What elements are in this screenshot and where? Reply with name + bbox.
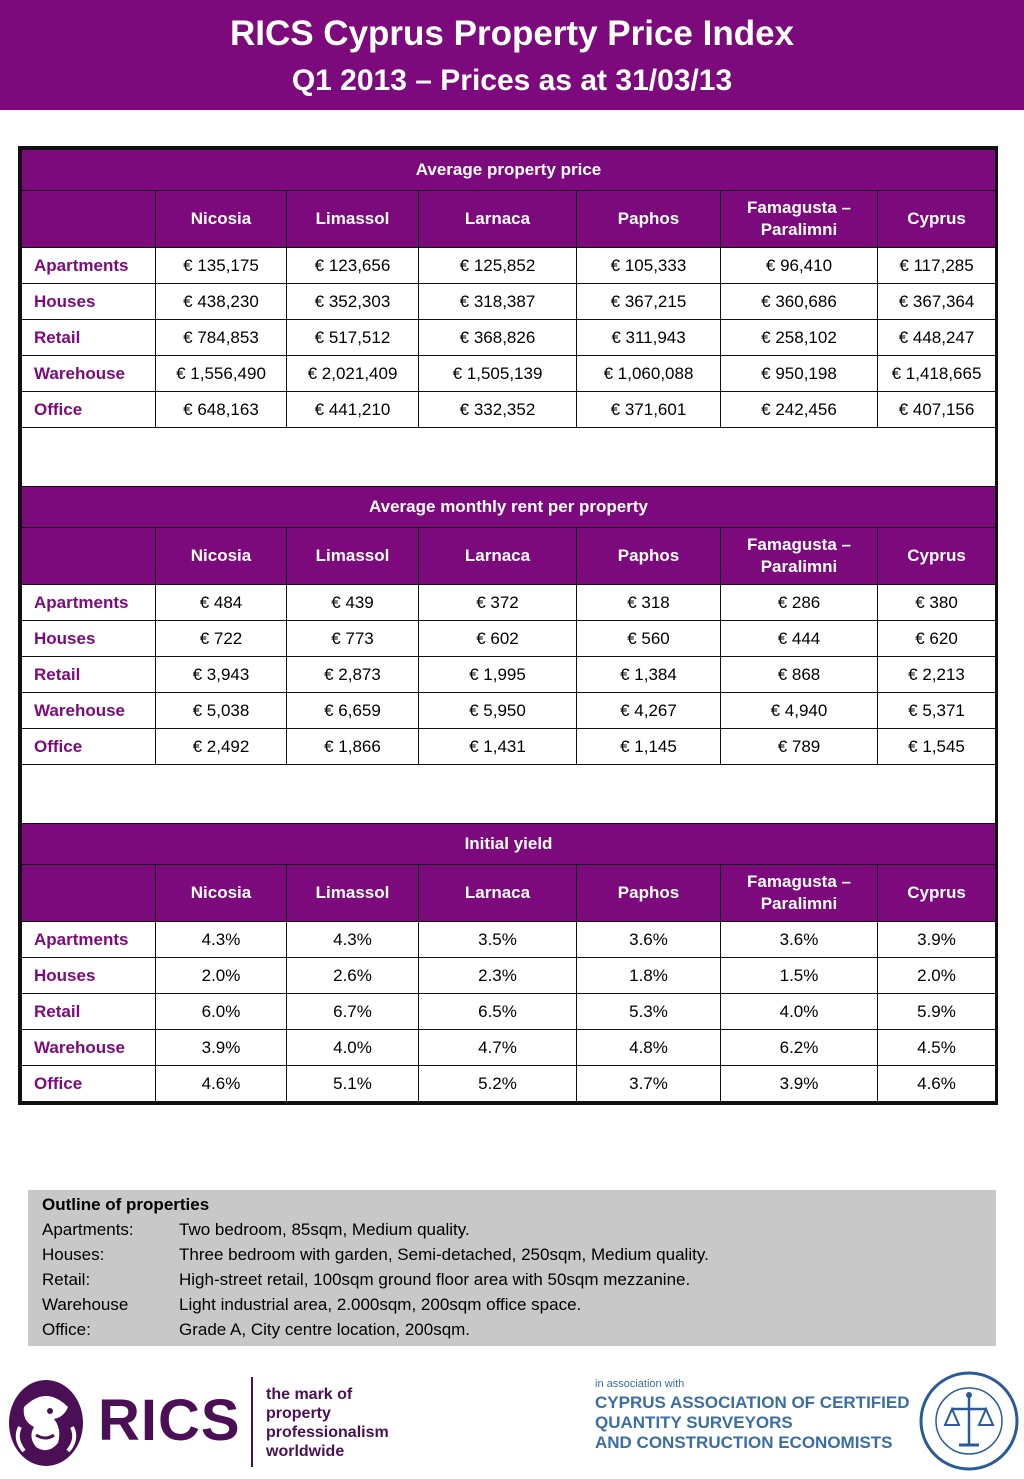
rics-lion-icon (6, 1377, 86, 1469)
table-cell: € 484 (156, 585, 287, 621)
price-index-table (21, 149, 996, 1102)
corner-cell (22, 528, 156, 585)
table-cell: € 371,601 (577, 392, 721, 428)
table-cell: € 602 (419, 621, 577, 657)
table-cell: € 6,659 (287, 693, 419, 729)
rics-tagline-line: worldwide (266, 1443, 345, 1460)
outline-item-key: Apartments: (42, 1220, 134, 1239)
table-row (22, 657, 996, 693)
page-title: RICS Cyprus Property Price Index (229, 14, 795, 53)
row-label: Office (22, 729, 156, 765)
column-header: Limassol (287, 191, 419, 248)
outline-item-value: Light industrial area, 2.000sqm, 200sqm office space. (179, 1295, 582, 1314)
table-cell: € 648,163 (156, 392, 287, 428)
column-header-row (22, 528, 996, 585)
column-header-row (22, 191, 996, 248)
table-cell: € 444 (721, 621, 878, 657)
table-cell: € 1,060,088 (577, 356, 721, 392)
table-cell: 4.0% (721, 994, 878, 1030)
table-cell: € 3,943 (156, 657, 287, 693)
footer (0, 1365, 1024, 1479)
row-label: Apartments (22, 585, 156, 621)
table-cell: 3.9% (721, 1066, 878, 1102)
table-row (22, 922, 996, 958)
row-label: Office (22, 1066, 156, 1102)
table-cell: 6.0% (156, 994, 287, 1030)
table-cell: € 868 (721, 657, 878, 693)
section-title: Average property price (22, 150, 996, 191)
table-row (22, 320, 996, 356)
column-header: Nicosia (156, 191, 287, 248)
table-cell: € 123,656 (287, 248, 419, 284)
association-name-line: QUANTITY SURVEYORS (595, 1413, 793, 1432)
column-header: Cyprus (878, 865, 996, 922)
association-intro: in association with (595, 1378, 685, 1390)
column-header: Limassol (287, 865, 419, 922)
table-cell: 4.8% (577, 1030, 721, 1066)
rics-tagline-line: the mark of (266, 1386, 353, 1403)
table-cell: € 5,371 (878, 693, 996, 729)
column-header: Larnaca (419, 528, 577, 585)
table-row (22, 248, 996, 284)
table-cell: € 407,156 (878, 392, 996, 428)
table-cell: € 332,352 (419, 392, 577, 428)
table-cell: 4.7% (419, 1030, 577, 1066)
section-spacer (22, 428, 996, 487)
table-cell: € 1,384 (577, 657, 721, 693)
table-cell: € 368,826 (419, 320, 577, 356)
table-cell: € 789 (721, 729, 878, 765)
table-cell: € 318,387 (419, 284, 577, 320)
table-cell: € 5,950 (419, 693, 577, 729)
section-title: Average monthly rent per property (22, 487, 996, 528)
row-label: Warehouse (22, 1030, 156, 1066)
table-cell: € 438,230 (156, 284, 287, 320)
table-cell: € 318 (577, 585, 721, 621)
table-cell: 3.6% (577, 922, 721, 958)
table-cell: € 5,038 (156, 693, 287, 729)
table-cell: € 372 (419, 585, 577, 621)
table-cell: 1.5% (721, 958, 878, 994)
table-cell: 4.3% (156, 922, 287, 958)
outline-item-value: Three bedroom with garden, Semi-detached, 250sqm, Medium quality. (179, 1245, 709, 1264)
table-cell: € 1,431 (419, 729, 577, 765)
column-header: Paphos (577, 865, 721, 922)
table-cell: 4.0% (287, 1030, 419, 1066)
column-header: Nicosia (156, 528, 287, 585)
row-label: Houses (22, 958, 156, 994)
table-cell: € 722 (156, 621, 287, 657)
title-banner (0, 0, 1024, 110)
table-row (22, 693, 996, 729)
table-cell: € 517,512 (287, 320, 419, 356)
table-cell: € 1,866 (287, 729, 419, 765)
table-cell: € 448,247 (878, 320, 996, 356)
spacer-cell (22, 428, 996, 487)
row-label: Retail (22, 994, 156, 1030)
price-index-table-frame (18, 146, 998, 1105)
table-cell: € 1,995 (419, 657, 577, 693)
table-cell: € 380 (878, 585, 996, 621)
table-cell: 2.0% (156, 958, 287, 994)
table-cell: € 125,852 (419, 248, 577, 284)
rics-wordmark: RICS (98, 1388, 241, 1453)
column-header: Famagusta – Paralimni (721, 865, 878, 922)
row-label: Retail (22, 320, 156, 356)
outline-item-key: Office: (42, 1320, 91, 1339)
column-header: Cyprus (878, 528, 996, 585)
table-cell: 4.5% (878, 1030, 996, 1066)
section-spacer (22, 765, 996, 824)
table-cell: € 439 (287, 585, 419, 621)
table-cell: 2.6% (287, 958, 419, 994)
table-cell: € 258,102 (721, 320, 878, 356)
table-row (22, 621, 996, 657)
table-cell: € 1,556,490 (156, 356, 287, 392)
section-header-row (22, 487, 996, 528)
table-cell: 6.7% (287, 994, 419, 1030)
outline-item-key: Retail: (42, 1270, 91, 1289)
section-title: Initial yield (22, 824, 996, 865)
association-name (595, 1393, 910, 1453)
outline-item-key: Houses: (42, 1245, 105, 1264)
table-row (22, 1066, 996, 1102)
footer-divider (251, 1377, 253, 1467)
column-header: Nicosia (156, 865, 287, 922)
row-label: Apartments (22, 922, 156, 958)
table-cell: € 773 (287, 621, 419, 657)
table-cell: € 367,215 (577, 284, 721, 320)
table-cell: € 441,210 (287, 392, 419, 428)
table-row (22, 958, 996, 994)
table-row (22, 729, 996, 765)
outline-item-value: Two bedroom, 85sqm, Medium quality. (179, 1220, 470, 1239)
table-cell: 5.1% (287, 1066, 419, 1102)
column-header: Paphos (577, 528, 721, 585)
table-row (22, 1030, 996, 1066)
outline-item-value: High-street retail, 100sqm ground floor area with 50sqm mezzanine. (179, 1270, 691, 1289)
outline-title: Outline of properties (42, 1195, 210, 1214)
table-cell: € 1,545 (878, 729, 996, 765)
table-cell: 3.9% (878, 922, 996, 958)
section-header-row (22, 150, 996, 191)
table-cell: 5.9% (878, 994, 996, 1030)
rics-tagline-line: professionalism (266, 1424, 389, 1441)
table-row (22, 392, 996, 428)
table-cell: € 311,943 (577, 320, 721, 356)
column-header: Larnaca (419, 865, 577, 922)
table-cell: € 4,267 (577, 693, 721, 729)
table-row (22, 284, 996, 320)
row-label: Houses (22, 621, 156, 657)
corner-cell (22, 865, 156, 922)
table-cell: 6.2% (721, 1030, 878, 1066)
association-seal-icon (918, 1369, 1020, 1473)
table-cell: € 117,285 (878, 248, 996, 284)
column-header: Paphos (577, 191, 721, 248)
table-cell: € 96,410 (721, 248, 878, 284)
table-cell: 5.2% (419, 1066, 577, 1102)
section-header-row (22, 824, 996, 865)
table-row (22, 356, 996, 392)
table-cell: 2.0% (878, 958, 996, 994)
row-label: Houses (22, 284, 156, 320)
table-row (22, 585, 996, 621)
table-cell: € 360,686 (721, 284, 878, 320)
table-cell: € 242,456 (721, 392, 878, 428)
column-header: Limassol (287, 528, 419, 585)
table-cell: 4.6% (156, 1066, 287, 1102)
table-cell: € 135,175 (156, 248, 287, 284)
spacer-cell (22, 765, 996, 824)
association-name-line: CYPRUS ASSOCIATION OF CERTIFIED (595, 1393, 910, 1412)
association-name-line: AND CONSTRUCTION ECONOMISTS (595, 1433, 893, 1452)
outline-of-properties (28, 1190, 996, 1346)
row-label: Office (22, 392, 156, 428)
table-cell: € 2,213 (878, 657, 996, 693)
table-cell: 3.6% (721, 922, 878, 958)
table-cell: € 620 (878, 621, 996, 657)
table-cell: 4.3% (287, 922, 419, 958)
table-cell: € 367,364 (878, 284, 996, 320)
column-header-row (22, 865, 996, 922)
page-subtitle: Q1 2013 – Prices as at 31/03/13 (291, 64, 733, 97)
table-cell: 2.3% (419, 958, 577, 994)
table-cell: € 1,505,139 (419, 356, 577, 392)
table-cell: 1.8% (577, 958, 721, 994)
row-label: Retail (22, 657, 156, 693)
column-header: Cyprus (878, 191, 996, 248)
table-cell: 4.6% (878, 1066, 996, 1102)
row-label: Warehouse (22, 693, 156, 729)
corner-cell (22, 191, 156, 248)
table-cell: € 4,940 (721, 693, 878, 729)
table-cell: € 352,303 (287, 284, 419, 320)
table-cell: 3.5% (419, 922, 577, 958)
table-cell: € 286 (721, 585, 878, 621)
table-cell: € 2,021,409 (287, 356, 419, 392)
column-header: Larnaca (419, 191, 577, 248)
table-cell: 3.9% (156, 1030, 287, 1066)
table-cell: 5.3% (577, 994, 721, 1030)
table-cell: 3.7% (577, 1066, 721, 1102)
price-index-table-body (22, 150, 996, 1102)
column-header: Famagusta – Paralimni (721, 191, 878, 248)
column-header: Famagusta – Paralimni (721, 528, 878, 585)
rics-tagline-line: property (266, 1405, 331, 1422)
outline-item-key: Warehouse (42, 1295, 129, 1314)
table-cell: € 560 (577, 621, 721, 657)
row-label: Apartments (22, 248, 156, 284)
table-cell: € 2,873 (287, 657, 419, 693)
rics-tagline (266, 1385, 389, 1461)
table-row (22, 994, 996, 1030)
table-cell: 6.5% (419, 994, 577, 1030)
table-cell: € 2,492 (156, 729, 287, 765)
table-cell: € 950,198 (721, 356, 878, 392)
table-cell: € 1,145 (577, 729, 721, 765)
table-cell: € 1,418,665 (878, 356, 996, 392)
outline-item-value: Grade A, City centre location, 200sqm. (179, 1320, 471, 1339)
table-cell: € 105,333 (577, 248, 721, 284)
row-label: Warehouse (22, 356, 156, 392)
table-cell: € 784,853 (156, 320, 287, 356)
